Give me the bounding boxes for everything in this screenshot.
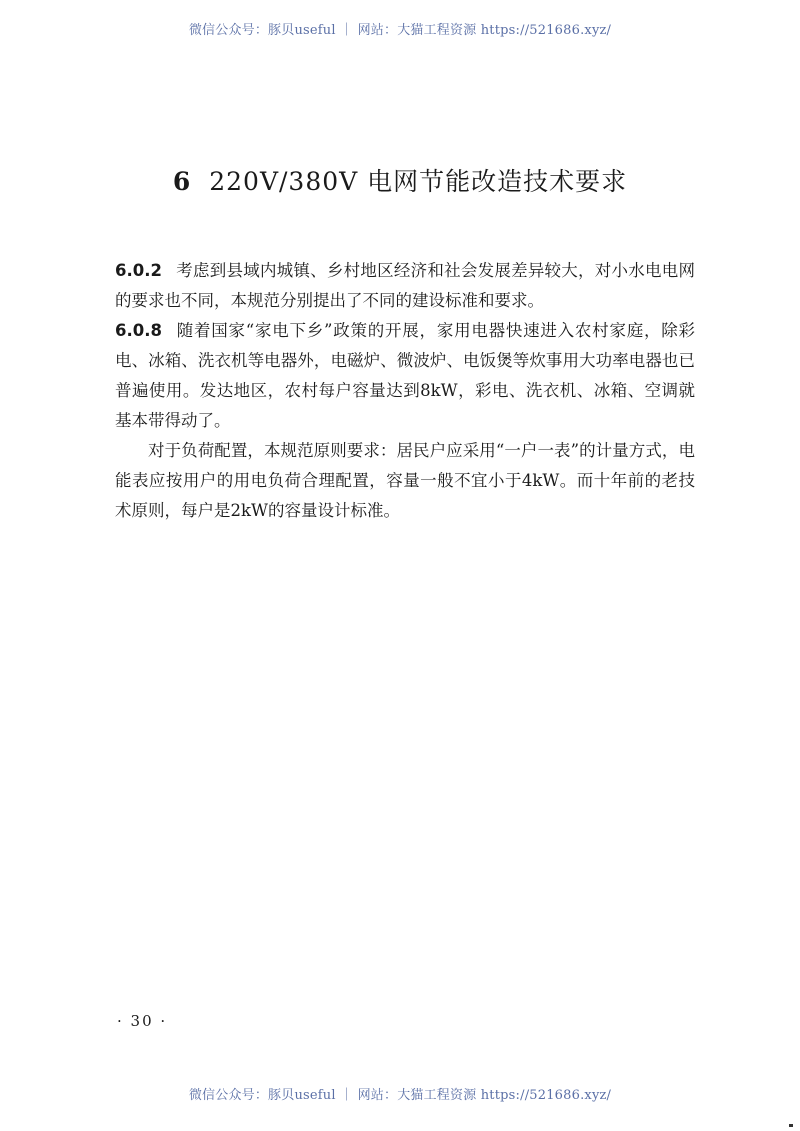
- clause-text: 随着国家“家电下乡”政策的开展，家用电器快速进入农村家庭，除彩电、冰箱、洗衣机等电器外，电磁炉、微波炉、电饭煲等炊事用大功率电器也已普遍使用。发达地区，农村每户容量达到8kW，彩电、洗衣机、冰箱、空调就基本带得动了。: [115, 321, 695, 430]
- page-number: · 30 ·: [117, 1012, 168, 1030]
- scan-edge-mark: [789, 1124, 793, 1127]
- chapter-title-text: 220V/380V 电网节能改造技术要求: [209, 167, 628, 196]
- clause-6-0-8: [115, 316, 695, 436]
- clause-number: 6.0.2: [115, 261, 162, 280]
- watermark-top: 微信公众号：豚贝useful ｜ 网站：大猫工程资源 https://521686.xyz/: [188, 23, 612, 38]
- clause-text: 考虑到县域内城镇、乡村地区经济和社会发展差异较大，对小水电电网的要求也不同，本规范分别提出了不同的建设标准和要求。: [115, 261, 695, 310]
- clause-number: 6.0.8: [115, 321, 162, 340]
- body-content: [115, 256, 695, 526]
- chapter-number: 6: [172, 167, 192, 196]
- chapter-title: [0, 162, 800, 198]
- watermark-bottom: 微信公众号：豚贝useful ｜ 网站：大猫工程资源 https://521686.xyz/: [188, 1088, 612, 1103]
- body-paragraph: 对于负荷配置，本规范原则要求：居民户应采用“一户一表”的计量方式，电能表应按用户的用电负荷合理配置，容量一般不宜小于4kW。而十年前的老技术原则，每户是2kW的容量设计标准。: [115, 441, 695, 520]
- clause-6-0-2: [115, 256, 695, 316]
